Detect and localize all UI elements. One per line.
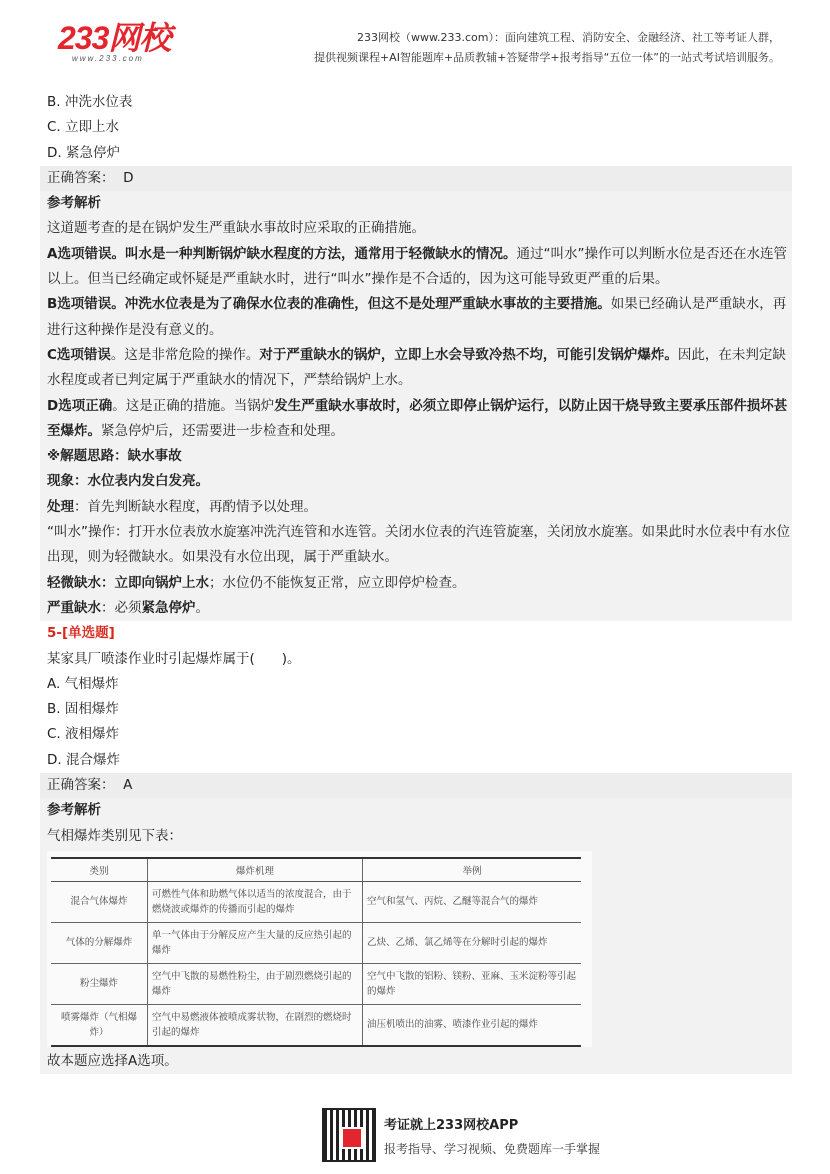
light-label: 轻微缺水 xyxy=(47,574,101,591)
analysis-block-5 xyxy=(40,798,792,1074)
qr-code-icon[interactable] xyxy=(322,1108,376,1162)
phenomenon-label: 现象 xyxy=(47,473,74,490)
handling-label: 处理 xyxy=(47,498,74,515)
analysis-a xyxy=(40,242,792,293)
c-bold-1: C选项错误 xyxy=(47,346,111,363)
analysis-b xyxy=(40,292,792,343)
option-d[interactable]: D. 混合爆炸 xyxy=(47,751,120,768)
cell-category: 粉尘爆炸 xyxy=(51,963,148,1004)
header-tagline xyxy=(314,28,780,68)
answer-label: 正确答案： xyxy=(47,169,115,186)
light-rest: ；水位仍不能恢复正常，应立即停炉检查。 xyxy=(209,574,466,591)
app-promo-footer xyxy=(322,1106,642,1166)
question-type: [单选题] xyxy=(62,625,115,642)
cell-mechanism: 可燃性气体和助燃气体以适当的浓度混合，由于燃烧波或爆炸的传播而引起的爆炸 xyxy=(148,881,363,922)
severe-label: 严重缺水 xyxy=(47,599,101,616)
qr-logo-icon xyxy=(341,1127,363,1149)
cell-example: 油压机喷出的油雾、喷漆作业引起的爆炸 xyxy=(363,1004,582,1046)
analysis-c xyxy=(40,343,792,394)
jiaoshui-procedure: “叫水”操作：打开水位表放水旋塞冲洗汽连管和水连管。关闭水位表的汽连管旋塞，关闭放水旋塞。如果此时水位表中有水位出现，则为轻微缺水。如果没有水位出现，属于严重缺水。 xyxy=(47,524,790,566)
analysis-intro: 这道题考查的是在锅炉发生严重缺水事故时应采取的正确措施。 xyxy=(47,220,425,237)
footer-subtitle: 报考指导、学习视频、免费题库一手掌握 xyxy=(384,1142,601,1156)
conclusion: 故本题应选择A选项。 xyxy=(47,1052,178,1069)
option-c[interactable]: C. 液相爆炸 xyxy=(47,726,120,743)
severe-end: 。 xyxy=(195,599,209,616)
explosion-type-table xyxy=(51,857,581,1047)
option-a[interactable]: A. 气相爆炸 xyxy=(47,675,119,692)
header-category: 类别 xyxy=(51,858,148,882)
answer-label: 正确答案： xyxy=(47,777,115,794)
analysis-title: 参考解析 xyxy=(47,195,101,212)
solution-idea: ※解题思路：缺水事故 xyxy=(47,448,182,465)
tagline-line-2: 提供视频课程+AI智能题库+品质教辅+答疑带学+报考指导“五位一体”的一站式考试培训服务。 xyxy=(313,51,780,64)
header-mechanism: 爆炸机理 xyxy=(148,858,363,882)
cell-mechanism: 单一气体由于分解反应产生大量的反应热引起的爆炸 xyxy=(148,922,363,963)
answer-value: A xyxy=(123,777,133,794)
table-row xyxy=(51,963,581,1004)
light-shortage xyxy=(40,571,792,596)
cell-example: 空气和氢气、丙烷、乙醚等混合气的爆炸 xyxy=(363,881,582,922)
handling-text: ：首先判断缺水程度，再酌情予以处理。 xyxy=(74,498,317,515)
footer-title: 考证就上233网校APP xyxy=(384,1118,519,1133)
b-rest: 如果已经确认是严重缺水，再进行这种操作是没有意义的。 xyxy=(47,296,787,338)
b-bold: B选项错误。冲洗水位表是为了确保水位表的准确性，但这不是处理严重缺水事故的主要措施。 xyxy=(47,296,611,313)
phenomenon xyxy=(40,469,792,494)
answer-row xyxy=(40,773,792,798)
cell-mechanism: 空气中飞散的易燃性粉尘，由于剧烈燃烧引起的爆炸 xyxy=(148,963,363,1004)
analysis-block xyxy=(40,191,792,621)
option-b: B. 冲洗水位表 xyxy=(47,94,133,110)
answer-row xyxy=(40,166,792,191)
handling xyxy=(40,495,792,520)
explosion-table-image xyxy=(47,851,592,1047)
cell-category: 气体的分解爆炸 xyxy=(51,922,148,963)
severe-mid: ：必须 xyxy=(101,599,142,616)
option-c: C. 立即上水 xyxy=(47,119,120,136)
a-rest: 通过“叫水”操作可以判断水位是否还在水连管以上。但当已经确定或怀疑是严重缺水时，进行“叫水”操作是不合适的，因为这可能导致更严重的后果。 xyxy=(47,245,787,288)
header-example: 举例 xyxy=(363,858,582,882)
c-rest: 因此，在未判定缺水程度或者已判定属于严重缺水的情况下，严禁给锅炉上水。 xyxy=(47,346,786,389)
analysis-d xyxy=(40,394,792,445)
cell-example: 乙炔、乙烯、氯乙烯等在分解时引起的爆炸 xyxy=(363,922,582,963)
logo-url: www.233.com xyxy=(72,54,144,63)
page-header xyxy=(0,0,830,84)
table-row xyxy=(51,881,581,922)
d-bold-1: D选项正确 xyxy=(47,397,113,414)
question-stem: 某家具厂喷漆作业时引起爆炸属于( )。 xyxy=(47,650,301,667)
tagline-line-1: 233网校（www.233.com）：面向建筑工程、消防安全、金融经济、社工等考证人群， xyxy=(357,31,780,44)
cell-category: 喷雾爆炸（气相爆炸） xyxy=(51,1004,148,1046)
d-bold-2: 发生严重缺水事故时，必须立即停止锅炉运行，以防止因干烧导致主要承压部件损坏甚至爆炸。 xyxy=(47,397,788,439)
cell-category: 混合气体爆炸 xyxy=(51,881,148,922)
c-mid: 。这是非常危险的操作。 xyxy=(110,346,260,363)
c-bold-2: 对于严重缺水的锅炉，立即上水会导致冷热不均，可能引发锅炉爆炸。 xyxy=(259,346,678,363)
cell-mechanism: 空气中易燃液体被喷成雾状物，在剧烈的燃烧时引起的爆炸 xyxy=(148,1004,363,1046)
question-number: 5- xyxy=(47,625,62,642)
d-rest: 紧急停炉后，还需要进一步检查和处理。 xyxy=(101,422,344,439)
table-row xyxy=(51,922,581,963)
answer-value: D xyxy=(123,169,134,186)
severe-shortage xyxy=(40,596,792,621)
analysis-title: 参考解析 xyxy=(47,802,101,819)
light-bold: ：立即向锅炉上水 xyxy=(101,574,209,591)
option-d: D. 紧急停炉 xyxy=(47,144,120,161)
question-5-header xyxy=(40,621,792,646)
d-mid: 。这是正确的措施。当锅炉 xyxy=(112,397,275,414)
question-content xyxy=(40,90,792,1074)
table-intro: 气相爆炸类别见下表： xyxy=(47,827,182,844)
a-bold: A选项错误。叫水是一种判断锅炉缺水程度的方法，通常用于轻微缺水的情况。 xyxy=(47,245,517,262)
site-logo[interactable] xyxy=(58,22,170,63)
cell-example: 空气中飞散的铝粉、镁粉、亚麻、玉米淀粉等引起的爆炸 xyxy=(363,963,582,1004)
table-header-row xyxy=(51,858,581,882)
severe-bold: 紧急停炉 xyxy=(141,599,196,616)
phenomenon-text: ：水位表内发白发亮。 xyxy=(74,473,209,490)
table-row xyxy=(51,1004,581,1046)
option-b[interactable]: B. 固相爆炸 xyxy=(47,701,119,718)
logo-text: 233网校 xyxy=(58,20,171,56)
